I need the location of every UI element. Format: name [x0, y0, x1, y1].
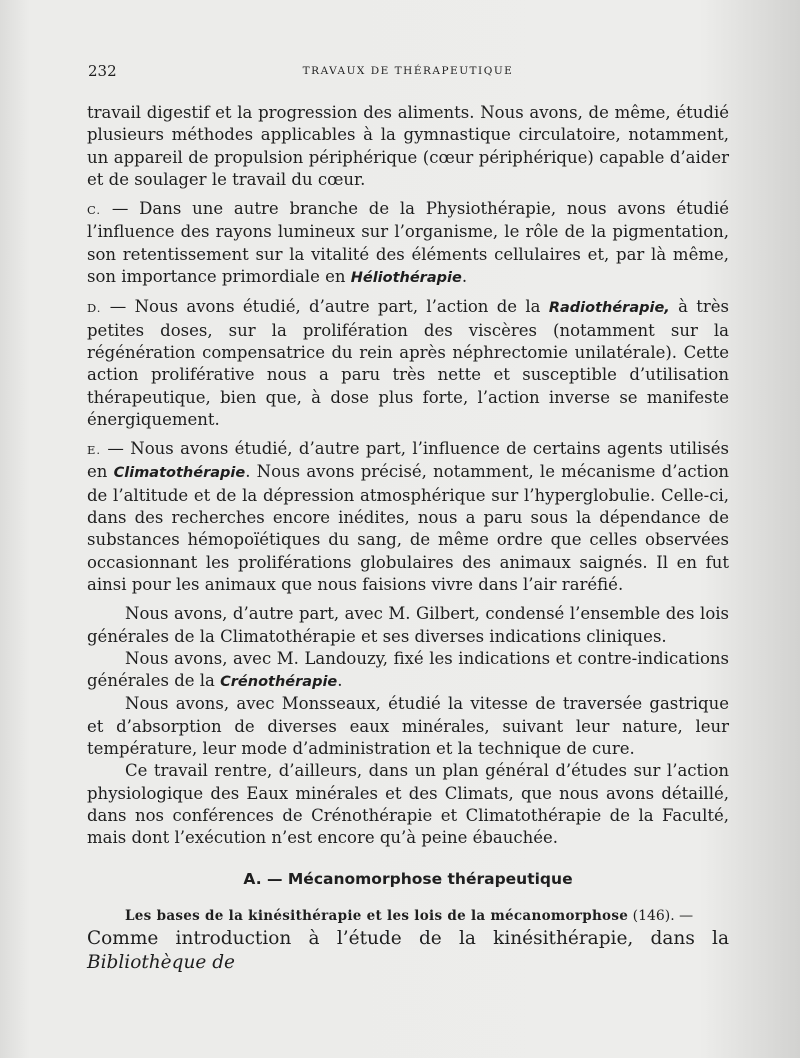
paragraph-d-text: — Nous avons étudié, d’autre part, l’action de la — [101, 297, 549, 317]
paragraph-c-end: . — [461, 267, 468, 287]
paragraph-e-climatotherapy — [87, 438, 729, 596]
paragraph-landouzy — [87, 648, 729, 694]
paragraph-d-rest: à très petites doses, sur la prolifération des viscères (notamment sur la régénération compensatrice du rein après néphrectomie unilatérale). Cette action proliférative nous a paru très nette et susceptible d’utilisation thérapeutique, bien que, à dose plus forte, l’action inverse se manifeste énergiquement. — [87, 297, 730, 429]
paragraph-c-heliotherapy — [87, 198, 729, 289]
running-head: TRAVAUX DE THÉRAPEUTIQUE — [302, 65, 514, 77]
page-body — [87, 102, 729, 975]
paragraph-gilbert: Nous avons, d’autre part, avec M. Gilbert, condensé l’ensemble des lois générales de la Climatothérapie et ses diverses indications cliniques. — [87, 604, 729, 646]
reference-entry — [87, 904, 729, 975]
paragraph-landouzy-end: . — [337, 671, 343, 691]
reference-number: (146). — — [628, 907, 694, 924]
paragraph-general-plan: Ce travail rentre, d’ailleurs, dans un plan général d’études sur l’action physiologique des Eaux minérales et des Climats, que nous avons détaillé, dans nos conférences de Crénothérapie et Climatothérapie de la Faculté, mais dont l’exécution n’est encore qu’à peine ébauchée. — [87, 761, 729, 848]
paragraph-e-rest: . Nous avons précisé, notamment, le mécanisme d’action de l’altitude et de la dépression atmosphérique sur l’hyperglobulie. Celle-ci, dans des recherches encore inédites, nous a paru sous la dépendance de substances hémopoïétiques du sang, de même ordre que celles observées occasionnant les proliférations globulaires des animaux saignés. Il en fut ainsi pour les animaux que nous faisions vivre dans l’air raréfié. — [87, 462, 730, 594]
reference-text: Comme introduction à l’étude de la kinésithérapie, dans la — [87, 927, 729, 949]
paragraph-landouzy-text: Nous avons, avec M. Landouzy, fixé les indications et contre-indications générales de la — [87, 648, 729, 691]
item-letter-d: D. — [87, 301, 102, 316]
reference-title: Les bases de la kinésithérapie et les lois de la mécanomorphose — [125, 907, 629, 924]
term-climatotherapie: Climatothérapie — [113, 465, 246, 482]
paragraph-e-text: — Nous avons étudié, d’autre part, l’influence de certains agents utilisés en — [87, 439, 729, 482]
term-radiotherapie: Radiothérapie, — [548, 300, 670, 317]
term-heliotherapie: Héliothérapie — [350, 270, 462, 287]
reference-text-line — [87, 927, 729, 975]
page-number: 232 — [88, 62, 117, 80]
paragraph-c-text: — Dans une autre branche de la Physiothérapie, nous avons étudié l’influence des rayons lumineux sur l’organisme, le rôle de la pigmentation, son retentissement sur la vitalité des éléments cellulaires et, par là même, son importance primordiale en — [87, 199, 729, 287]
term-crenotherapie: Crénothérapie — [220, 674, 338, 691]
section-heading: A. — Mécanomorphose thérapeutique — [243, 869, 573, 888]
paragraph-d-radiotherapy — [87, 296, 729, 431]
item-letter-c: C. — [87, 203, 102, 218]
reference-heading-line — [87, 904, 729, 927]
page-header — [88, 62, 728, 82]
reference-italic: Bibliothèque de — [87, 951, 235, 973]
paragraph-digestive: travail digestif et la progression des aliments. Nous avons, de même, étudié plusieurs méthodes applicables à la gymnastique circulatoire, notamment, un appareil de propulsion périphérique (cœur périphérique) capable d’aider et de soulager le travail du cœur. — [87, 103, 729, 189]
paragraph-monsseaux: Nous avons, avec Monsseaux, étudié la vitesse de traversée gastrique et d’absorption de diverses eaux minérales, suivant leur nature, leur température, leur mode d’administration et la technique de cure. — [87, 694, 729, 759]
item-letter-e: E. — [87, 443, 102, 458]
